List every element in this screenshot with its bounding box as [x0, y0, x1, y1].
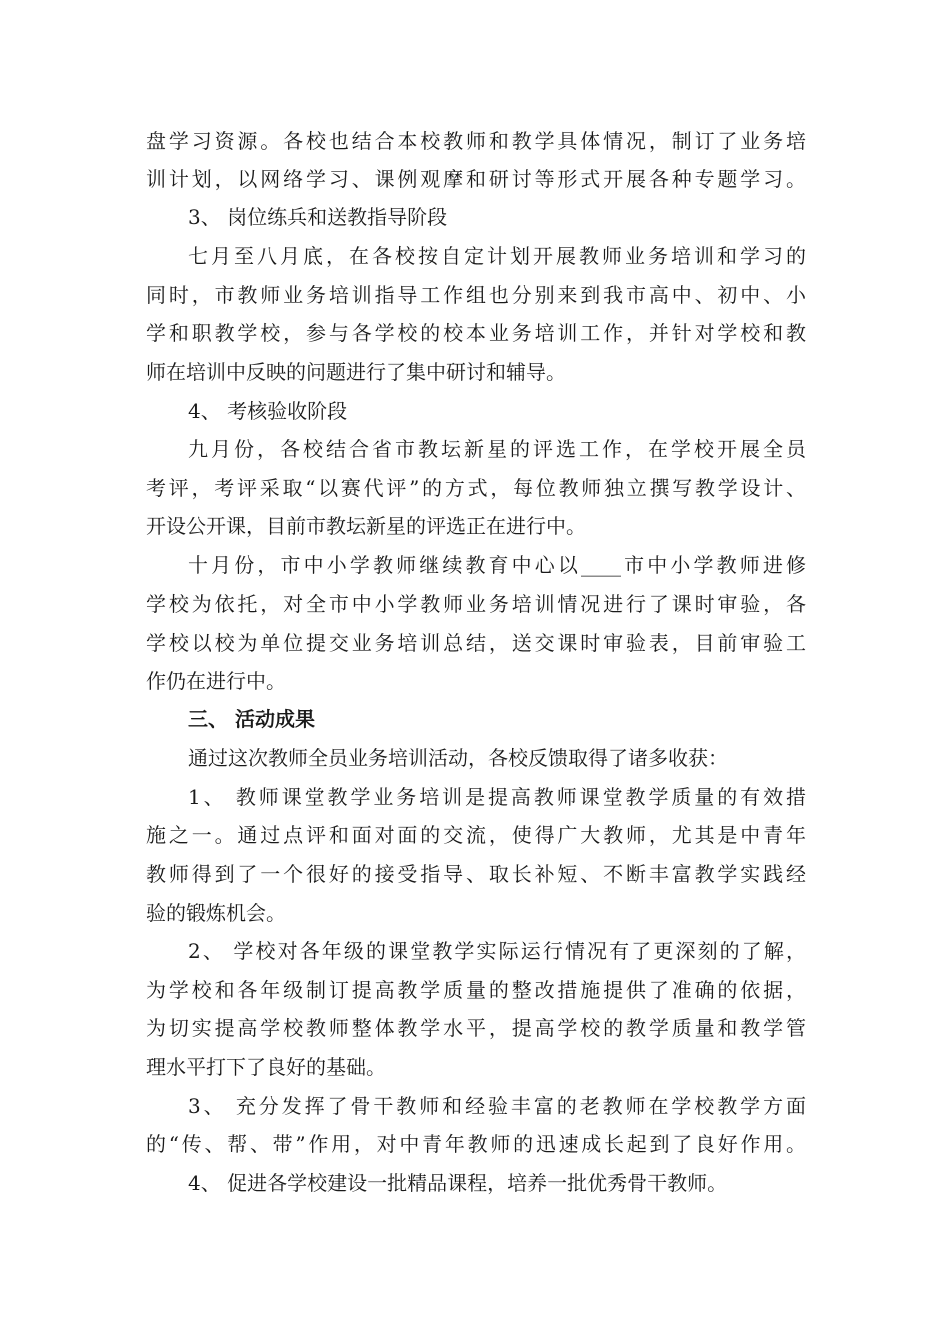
paragraph-line: 学和职教学校，参与各学校的校本业务培训工作，并针对学校和教: [146, 321, 806, 345]
paragraph-line: 考评，考评采取“以赛代评”的方式，每位教师独立撰写教学设计、: [146, 476, 806, 500]
chapter-heading: 三、 活动成果: [188, 707, 315, 731]
paragraph-line: 4、 促进各学校建设一批精品课程，培养一批优秀骨干教师。: [188, 1171, 728, 1195]
paragraph-line: 盘学习资源。各校也结合本校教师和教学具体情况，制订了业务培: [146, 129, 806, 153]
paragraph-line: 作仍在进行中。: [146, 669, 286, 693]
paragraph-line: 七月至八月底，在各校按自定计划开展教师业务培训和学习的: [188, 244, 806, 268]
section-heading: 4、 考核验收阶段: [188, 399, 348, 423]
paragraph-line: 学校为依托，对全市中小学教师业务培训情况进行了课时审验，各: [146, 592, 806, 616]
paragraph-line: 十月份，市中小学教师继续教育中心以____市中小学教师进修: [188, 553, 806, 577]
paragraph-line: 开设公开课，目前市教坛新星的评选正在进行中。: [146, 514, 586, 538]
paragraph-line: 通过这次教师全员业务培训活动，各校反馈取得了诸多收获：: [188, 746, 728, 770]
paragraph-line: 为切实提高学校教师整体教学水平，提高学校的教学质量和教学管: [146, 1016, 806, 1040]
section-heading: 3、 岗位练兵和送教指导阶段: [188, 205, 448, 229]
paragraph-line: 九月份，各校结合省市教坛新星的评选工作，在学校开展全员: [188, 437, 806, 461]
paragraph-line: 学校以校为单位提交业务培训总结，送交课时审验表，目前审验工: [146, 631, 806, 655]
paragraph-line: 施之一。通过点评和面对面的交流，使得广大教师，尤其是中青年: [146, 823, 806, 847]
paragraph-line: 师在培训中反映的问题进行了集中研讨和辅导。: [146, 360, 566, 384]
paragraph-line: 2、 学校对各年级的课堂教学实际运行情况有了更深刻的了解，: [188, 939, 806, 963]
paragraph-line: 教师得到了一个很好的接受指导、取长补短、不断丰富教学实践经: [146, 862, 806, 886]
paragraph-line: 验的锻炼机会。: [146, 901, 286, 925]
paragraph-line: 理水平打下了良好的基础。: [146, 1055, 386, 1079]
paragraph-line: 为学校和各年级制订提高教学质量的整改措施提供了准确的依据，: [146, 978, 806, 1002]
paragraph-line: 的“传、帮、带”作用，对中青年教师的迅速成长起到了良好作用。: [146, 1132, 806, 1156]
paragraph-line: 训计划，以网络学习、课例观摩和研讨等形式开展各种专题学习。: [146, 167, 806, 191]
paragraph-line: 1、 教师课堂教学业务培训是提高教师课堂教学质量的有效措: [188, 785, 806, 809]
paragraph-line: 同时，市教师业务培训指导工作组也分别来到我市高中、初中、小: [146, 283, 806, 307]
paragraph-line: 3、 充分发挥了骨干教师和经验丰富的老教师在学校教学方面: [188, 1094, 806, 1118]
